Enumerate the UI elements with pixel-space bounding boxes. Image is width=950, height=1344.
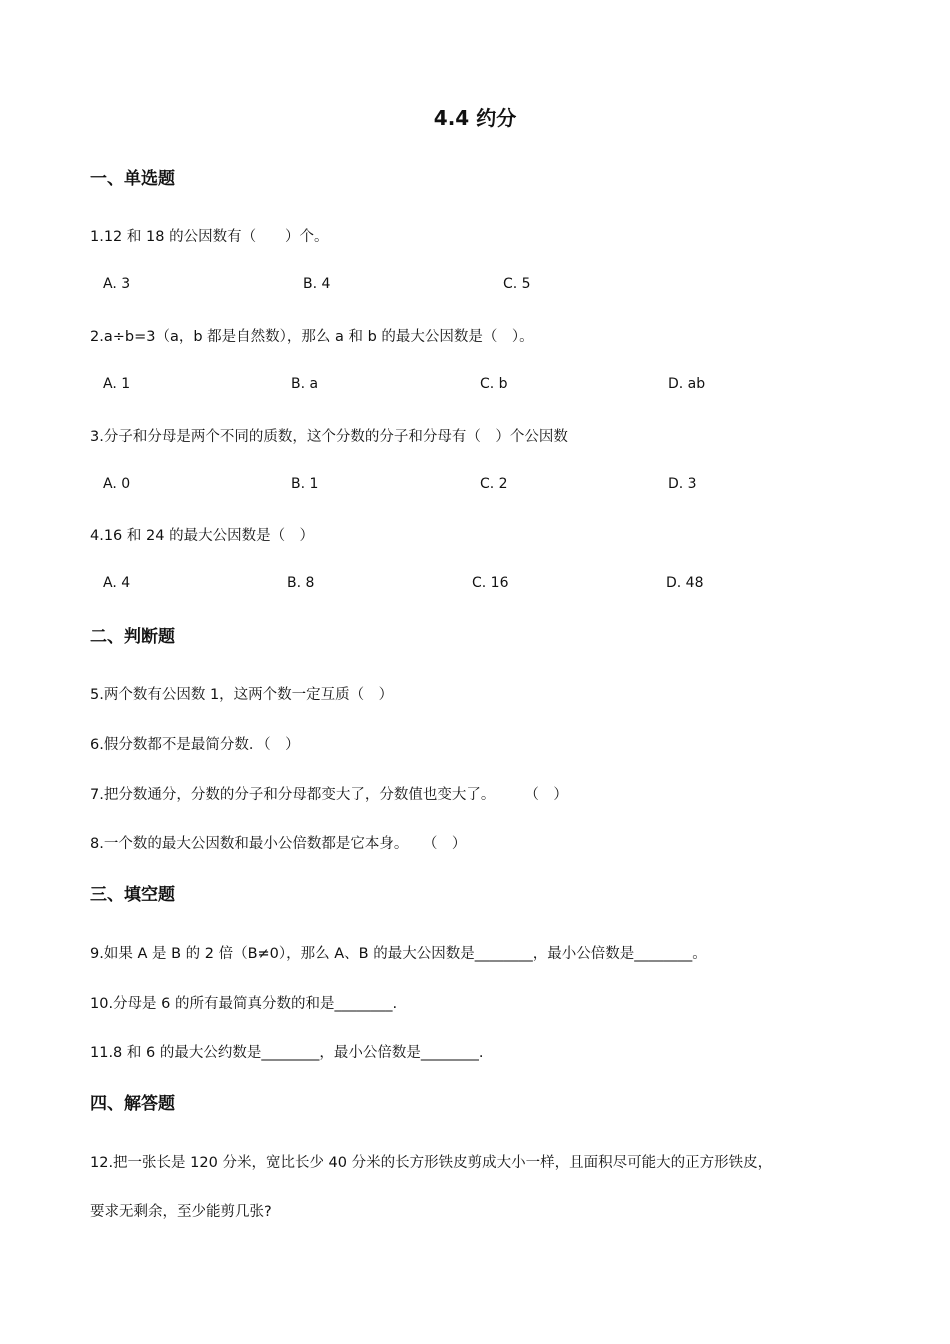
question-1: 1.12 和 18 的公因数有（ ）个。 [90, 229, 329, 245]
page-title: 4.4 约分 [433, 106, 517, 130]
question-4: 4.16 和 24 的最大公因数是（ ） [90, 528, 315, 544]
question-2: 2.a÷b=3（a，b 都是自然数），那么 a 和 b 的最大公因数是（ ）。 [90, 329, 534, 345]
q4-option-c: C. 16 [472, 575, 509, 591]
q3-option-b: B. 1 [291, 476, 319, 492]
question-3: 3.分子和分母是两个不同的质数，这个分数的分子和分母有（ ）个公因数 [90, 429, 568, 445]
question-12-line-2: 要求无剩余，至少能剪几张? [90, 1204, 272, 1220]
q2-option-c: C. b [480, 376, 508, 392]
question-7: 7.把分数通分，分数的分子和分母都变大了，分数值也变大了。 （ ） [90, 787, 568, 803]
question-9: 9.如果 A 是 B 的 2 倍（B≠0），那么 A、B 的最大公因数是________，最小公倍数是________。 [90, 946, 707, 962]
q4-option-b: B. 8 [287, 575, 315, 591]
question-5: 5.两个数有公因数 1，这两个数一定互质（ ） [90, 687, 394, 703]
q2-option-b: B. a [291, 376, 319, 392]
q3-option-d: D. 3 [668, 476, 697, 492]
section-heading-solve: 四、解答题 [90, 1094, 175, 1114]
question-12-line-1: 12.把一张长是 120 分米，宽比长少 40 分米的长方形铁皮剪成大小一样，且面积尽可能大的正方形铁皮， [90, 1155, 773, 1171]
q4-option-d: D. 48 [666, 575, 704, 591]
q1-option-b: B. 4 [303, 276, 331, 292]
q2-option-d: D. ab [668, 376, 706, 392]
q1-option-c: C. 5 [503, 276, 531, 292]
question-11: 11.8 和 6 的最大公约数是________，最小公倍数是________. [90, 1045, 484, 1061]
section-heading-true-false: 二、判断题 [90, 627, 175, 647]
q3-option-c: C. 2 [480, 476, 508, 492]
question-8: 8.一个数的最大公因数和最小公倍数都是它本身。 （ ） [90, 836, 467, 852]
q2-option-a: A. 1 [103, 376, 131, 392]
section-heading-fill-in: 三、填空题 [90, 885, 175, 905]
q1-option-a: A. 3 [103, 276, 131, 292]
question-6: 6.假分数都不是最简分数．（ ） [90, 737, 300, 753]
section-heading-single-choice: 一、单选题 [90, 169, 175, 189]
q4-option-a: A. 4 [103, 575, 131, 591]
question-10: 10.分母是 6 的所有最简真分数的和是________. [90, 996, 398, 1012]
q3-option-a: A. 0 [103, 476, 131, 492]
